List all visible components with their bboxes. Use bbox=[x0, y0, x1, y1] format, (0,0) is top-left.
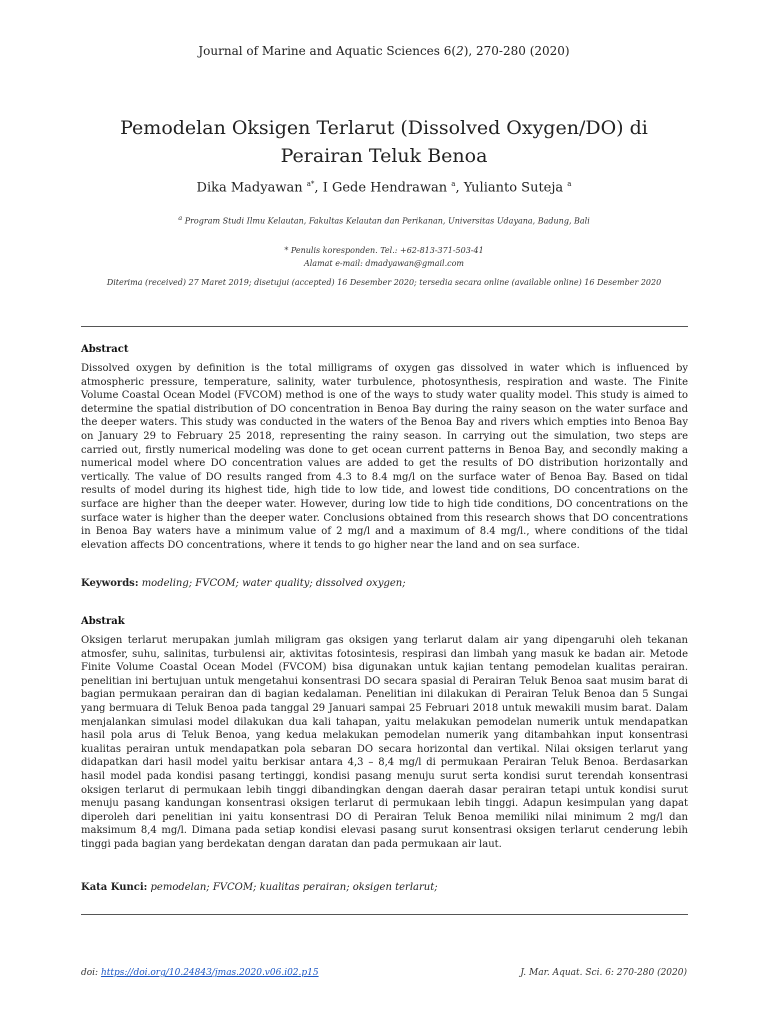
corresponding-email[interactable]: Alamat e-mail: dmadyawan@gmail.com bbox=[303, 259, 465, 268]
footer-citation: J. Mar. Aquat. Sci. 6: 270-280 (2020) bbox=[520, 968, 687, 978]
affiliation-text: Program Studi Ilmu Kelautan, Fakultas Kelautan dan Perikanan, Universitas Udayana, Badung, Bali bbox=[184, 216, 590, 226]
keywords-value: modeling; FVCOM; water quality; dissolved oxygen; bbox=[138, 578, 406, 589]
doi-link[interactable]: https://doi.org/10.24843/jmas.2020.v06.i02.p15 bbox=[100, 968, 319, 978]
author-name: Yulianto Suteja bbox=[463, 180, 564, 196]
journal-name: Journal of Marine and Aquatic Sciences 6( bbox=[198, 44, 457, 58]
keywords-label: Keywords: bbox=[81, 578, 139, 589]
kata-kunci bbox=[81, 882, 688, 893]
affiliation bbox=[0, 214, 768, 226]
correspondence bbox=[0, 244, 768, 270]
corresponding-phone: * Penulis koresponden. Tel.: +62-813-371-503-41 bbox=[284, 246, 484, 255]
abstrak-text: Oksigen terlarut merupakan jumlah miligram gas oksigen yang terlarut dalam air yang dipengaruhi oleh tekanan atmosfer, suhu, salinitas, turbulensi air, aktivitas fotosintesis, respirasi dan limbah yang masuk ke badan air. Metode Finite Volume Coastal Ocean Model (FVCOM) bisa digunakan untuk kajian tentang pemodelan kualitas perairan. penelitian ini bertujuan untuk mengetahui konsentrasi DO secara spasial di Perairan Teluk Benoa saat musim barat di bagian permukaan perairan dan di bagian kedalaman. Penelitian ini dilakukan di Perairan Teluk Benoa dan 5 Sungai yang bermuara di Teluk Benoa pada tanggal 29 Januari sampai 25 Februari 2018 untuk mewakili musim barat. Dalam menjalankan simulasi model dilakukan dua kali tahapan, yaitu melakukan pemodelan numerik untuk mendapatkan hasil pola arus di Teluk Benoa, yang kedua melakukan pemodelan numerik yang ditambahkan input konsentrasi kualitas perairan untuk mendapatkan pola sebaran DO secara horizontal dan vertikal. Nilai oksigen terlarut yang didapatkan dari hasil model yaitu berkisar antara 4,3 – 8,4 mg/l di permukaan Perairan Teluk Benoa. Berdasarkan hasil model pada kondisi pasang tertinggi, kondisi pasang menuju surut serta kondisi surut terendah konsentrasi oksigen terlarut di permukaan lebih tinggi dibandingkan dengan daerah dasar perairan tetapi untuk kondisi surut menuju pasang kandungan konsentrasi oksigen terlarut di permukaan lebih tinggi. Adapun kesimpulan yang dapat diperoleh dari penelitian ini yaitu konsentrasi DO di Perairan Teluk Benoa memiliki nilai minimum 2 mg/l dan maksimum 8,4 mg/l. Dimana pada setiap kondisi elevasi pasang surut konsentrasi oksigen terlarut cenderung lebih tinggi pada bagian yang berdekatan dengan daratan dan pada permukaan air laut. bbox=[81, 635, 688, 850]
divider-top bbox=[81, 326, 688, 327]
keywords bbox=[81, 578, 688, 589]
kata-kunci-value: pemodelan; FVCOM; kualitas perairan; oksigen terlarut; bbox=[147, 882, 438, 893]
kata-kunci-label: Kata Kunci: bbox=[81, 882, 148, 893]
affiliation-mark: a bbox=[178, 214, 183, 222]
author-affiliation-mark: a bbox=[567, 180, 572, 188]
author-affiliation-mark: a* bbox=[306, 180, 315, 188]
journal-issue: 2 bbox=[456, 44, 464, 58]
doi-label: doi: bbox=[81, 968, 101, 978]
author-name: I Gede Hendrawan bbox=[322, 180, 448, 196]
divider-bottom bbox=[81, 914, 688, 915]
abstract-heading: Abstract bbox=[81, 344, 129, 355]
author-name: Dika Madyawan bbox=[196, 180, 303, 196]
author-list: Dika Madyawan $^{a*}$, I Gede Hendrawan $^a$, Yulianto Suteja $^a$ bbox=[196, 180, 572, 196]
journal-pages: ), 270-280 (2020) bbox=[463, 44, 570, 58]
paper-title: Pemodelan Oksigen Terlarut (Dissolved Oxygen/DO) di Perairan Teluk Benoa bbox=[120, 117, 648, 167]
abstrak-heading: Abstrak bbox=[81, 616, 125, 627]
footer-doi bbox=[81, 968, 319, 978]
journal-header bbox=[0, 44, 768, 58]
author-affiliation-mark: a bbox=[451, 180, 456, 188]
abstract-text: Dissolved oxygen by definition is the total milligrams of oxygen gas dissolved in water which is influenced by atmospheric pressure, temperature, salinity, water turbulence, photosynthesis, respiration and waste. The Finite Volume Coastal Ocean Model (FVCOM) method is one of the ways to study water quality model. This study is aimed to determine the spatial distribution of DO concentration in Benoa Bay during the rainy season on the water surface and the deeper waters. This study was conducted in the waters of the Benoa Bay and rivers which empties into Benoa Bay on January 29 to February 25 2018, representing the rainy season. In carrying out the simulation, two steps are carried out, firstly numerical modeling was done to get ocean current patterns in Benoa Bay, and secondly making a numerical model where DO concentration values are added to get the results of DO distribution horizontally and vertically. The value of DO results ranged from 4.3 to 8.4 mg/l on the surface water of Benoa Bay. Based on tidal results of model during its highest tide, high tide to low tide, and lowest tide conditions, DO concentrations on the surface are higher than the deeper water. However, during low tide to high tide conditions, DO concentrations on the surface water is higher than the deeper water. Conclusions obtained from this research shows that DO concentrations in Benoa Bay waters have a minimum value of 2 mg/l and a maximum of 8.4 mg/l., where conditions of the tidal elevation affects DO concentrations, where it tends to go higher near the land and on sea surface. bbox=[81, 363, 688, 551]
received-accepted-dates: Diterima (received) 27 Maret 2019; disetujui (accepted) 16 Desember 2020; tersedia secara online (available online) 16 Desember 2020 bbox=[106, 278, 662, 287]
